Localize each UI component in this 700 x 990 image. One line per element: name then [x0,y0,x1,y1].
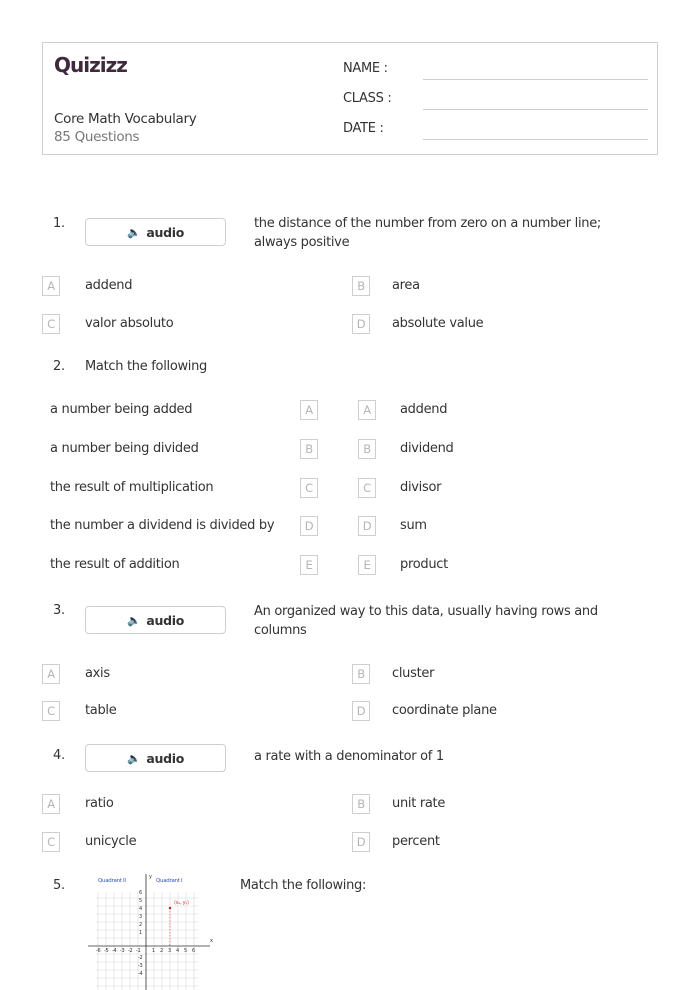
match-left-item: a number being divided [50,441,199,456]
svg-text:1: 1 [139,930,142,936]
svg-text:4: 4 [176,948,179,954]
svg-text:Quadrant I: Quadrant I [156,878,183,884]
option-d-text: absolute value [392,316,484,331]
svg-text:4: 4 [139,906,142,912]
option-b-text: area [392,278,420,293]
audio-label: audio [146,750,185,766]
question-text: the distance of the number from zero on a number line; always positive [254,216,601,250]
question-number: 2. [53,359,65,374]
question-number: 3. [53,603,65,618]
question-text: An organized way to this data, usually having rows and columns [254,604,598,638]
match-right-item: product [400,557,448,572]
match-right-box[interactable]: C [358,478,376,498]
match-left-item: the result of addition [50,557,180,572]
match-right-box[interactable]: B [358,439,376,459]
match-left-box[interactable]: E [300,555,318,575]
svg-text:x: x [210,938,213,944]
class-label: CLASS : [343,91,392,106]
svg-text:-2: -2 [128,948,133,954]
match-left-box[interactable]: A [300,400,318,420]
option-a-text: axis [85,666,110,681]
quiz-title: Core Math Vocabulary [54,111,197,127]
option-d-text: percent [392,834,440,849]
match-left-box[interactable]: C [300,478,318,498]
option-b-box[interactable]: B [352,664,370,684]
option-b-box[interactable]: B [352,794,370,814]
svg-text:-3: -3 [138,963,143,969]
speaker-icon: 🔈 [126,613,141,627]
svg-text:6: 6 [139,890,142,896]
option-c-box[interactable]: C [42,832,60,852]
option-d-box[interactable]: D [352,832,370,852]
svg-text:5: 5 [184,948,187,954]
svg-text:-2: -2 [138,955,143,961]
match-right-box[interactable]: A [358,400,376,420]
option-c-text: unicycle [85,834,137,849]
question-count: 85 Questions [54,129,140,145]
option-a-box[interactable]: A [42,664,60,684]
option-c-box[interactable]: C [42,314,60,334]
audio-label: audio [146,612,185,628]
match-left-item: the result of multiplication [50,480,214,495]
svg-text:Quadrant II: Quadrant II [98,878,126,884]
class-field[interactable] [423,109,648,110]
svg-text:-6: -6 [96,948,101,954]
option-b-text: cluster [392,666,435,681]
match-right-item: divisor [400,480,442,495]
audio-button[interactable] [85,218,226,246]
option-c-text: valor absoluto [85,316,174,331]
audio-button[interactable] [85,744,226,772]
question-text: a rate with a denominator of 1 [254,749,444,764]
audio-button[interactable] [85,606,226,634]
match-left-item: a number being added [50,402,193,417]
worksheet-header [42,42,658,155]
svg-text:3: 3 [168,948,171,954]
date-label: DATE : [343,121,384,136]
option-a-text: ratio [85,796,114,811]
speaker-icon: 🔈 [126,225,141,239]
question-number: 1. [53,216,65,231]
option-a-box[interactable]: A [42,276,60,296]
svg-text:-4: -4 [138,971,143,977]
svg-text:-1: -1 [136,948,141,954]
question-text: Match the following [85,359,208,374]
option-b-text: unit rate [392,796,446,811]
option-d-box[interactable]: D [352,701,370,721]
svg-text:3: 3 [139,914,142,920]
question-text: Match the following: [240,878,367,893]
coordinate-plane-image [86,872,226,990]
question-number: 4. [53,748,65,763]
svg-text:2: 2 [139,922,142,928]
option-d-box[interactable]: D [352,314,370,334]
svg-text:-5: -5 [104,948,109,954]
option-c-text: table [85,703,117,718]
name-label: NAME : [343,61,388,76]
match-right-box[interactable]: E [358,555,376,575]
option-a-box[interactable]: A [42,794,60,814]
quizizz-logo: Quizizz [54,53,127,77]
match-right-item: dividend [400,441,454,456]
match-left-item: the number a dividend is divided by [50,518,275,533]
match-right-item: sum [400,518,427,533]
svg-text:5: 5 [139,898,142,904]
match-left-box[interactable]: D [300,516,318,536]
svg-text:-3: -3 [120,948,125,954]
svg-text:y: y [149,874,152,880]
svg-text:1: 1 [152,948,155,954]
svg-text:(x₁, y₁): (x₁, y₁) [174,900,189,906]
option-d-text: coordinate plane [392,703,497,718]
date-field[interactable] [423,139,648,140]
svg-text:6: 6 [192,948,195,954]
option-c-box[interactable]: C [42,701,60,721]
match-right-item: addend [400,402,448,417]
question-number: 5. [53,878,65,893]
match-right-box[interactable]: D [358,516,376,536]
svg-text:2: 2 [160,948,163,954]
audio-label: audio [146,224,185,240]
option-b-box[interactable]: B [352,276,370,296]
svg-text:-4: -4 [112,948,117,954]
match-left-box[interactable]: B [300,439,318,459]
name-field[interactable] [423,79,648,80]
option-a-text: addend [85,278,133,293]
speaker-icon: 🔈 [126,751,141,765]
